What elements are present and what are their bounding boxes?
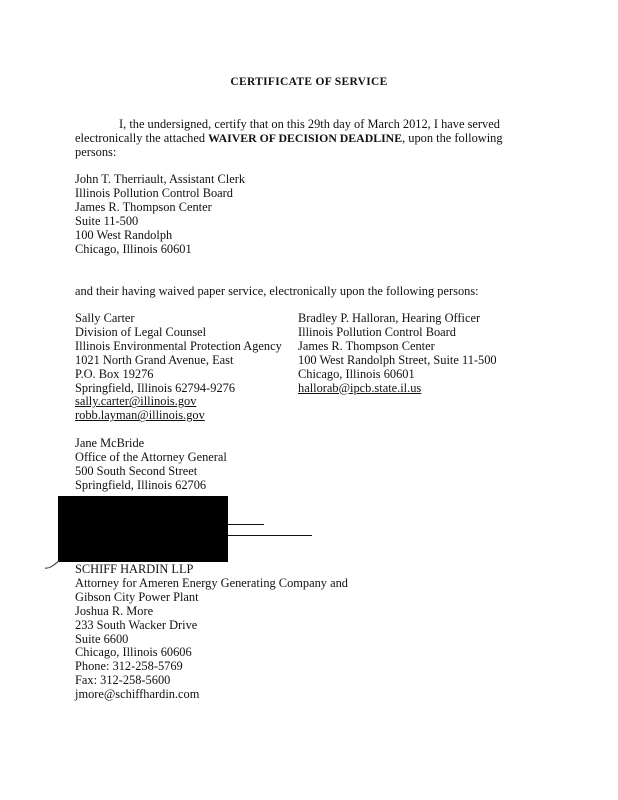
right-recipient-line: James R. Thompson Center [298,338,435,353]
right-recipient-email[interactable]: hallorab@ipcb.state.il.us [298,380,422,395]
intro-text-part2: , upon the following persons: [75,130,503,159]
ag-recipient-line: 500 South Second Street [75,463,198,478]
right-recipient-line: Illinois Pollution Control Board [298,324,456,339]
right-recipient-line: 100 West Randolph Street, Suite 11-500 [298,352,497,367]
clerk-line: Suite 11-500 [75,213,139,228]
signature-line-text: Gibson City Power Plant [75,589,199,604]
signature-line-short [228,524,264,525]
signature-line-text: Attorney for Ameren Energy Generating Company and [75,575,348,590]
attorney-general-block [75,437,227,493]
intro-document-name: WAIVER OF DECISION DEADLINE [208,130,403,145]
intro-text-part1: I, the undersigned, certify that on this 29th day of March 2012, I have served electronically the attached [75,117,500,145]
right-recipient-line: Bradley P. Halloran, Hearing Officer [298,311,481,325]
left-recipient-email[interactable]: robb.layman@illinois.gov [75,408,205,423]
ag-recipient-line: Office of the Attorney General [75,449,227,464]
clerk-address-block [75,173,245,256]
signature-line-text: Chicago, Illinois 60606 [75,645,192,660]
signature-stroke-mark [44,558,62,570]
clerk-line: Illinois Pollution Control Board [75,185,233,200]
signature-line [228,535,312,536]
attorney-email[interactable]: jmore@schiffhardin.com [75,687,200,702]
clerk-line: James R. Thompson Center [75,199,212,214]
right-recipient-line: Chicago, Illinois 60601 [298,366,415,381]
left-recipient-block [75,312,282,423]
left-recipient-line: 1021 North Grand Avenue, East [75,352,234,367]
signature-line-text: Suite 6600 [75,631,129,646]
left-recipient-line: P.O. Box 19276 [75,366,154,381]
left-recipient-line: Springfield, Illinois 62794-9276 [75,380,236,395]
fax-number: Fax: 312-258-5600 [75,673,171,688]
signature-block [75,563,348,702]
left-recipient-line: Sally Carter [75,311,135,325]
clerk-line: Chicago, Illinois 60601 [75,241,192,256]
signature-line-text: 233 South Wacker Drive [75,617,198,632]
left-recipient-email[interactable]: sally.carter@illinois.gov [75,394,197,409]
intro-paragraph [75,118,545,160]
left-recipient-line: Illinois Environmental Protection Agency [75,338,282,353]
firm-name: SCHIFF HARDIN LLP [75,562,194,576]
waived-service-text: and their having waived paper service, electronically upon the following persons: [75,284,479,298]
redacted-signature [58,496,228,562]
clerk-line: 100 West Randolph [75,227,173,242]
document-title: CERTIFICATE OF SERVICE [230,76,388,88]
clerk-line: John T. Therriault, Assistant Clerk [75,172,246,186]
left-recipient-line: Division of Legal Counsel [75,324,207,339]
ag-recipient-line: Springfield, Illinois 62706 [75,477,207,492]
right-recipient-block [298,312,497,395]
phone-number: Phone: 312-258-5769 [75,659,183,674]
ag-recipient-line: Jane McBride [75,436,145,450]
attorney-name: Joshua R. More [75,603,154,618]
